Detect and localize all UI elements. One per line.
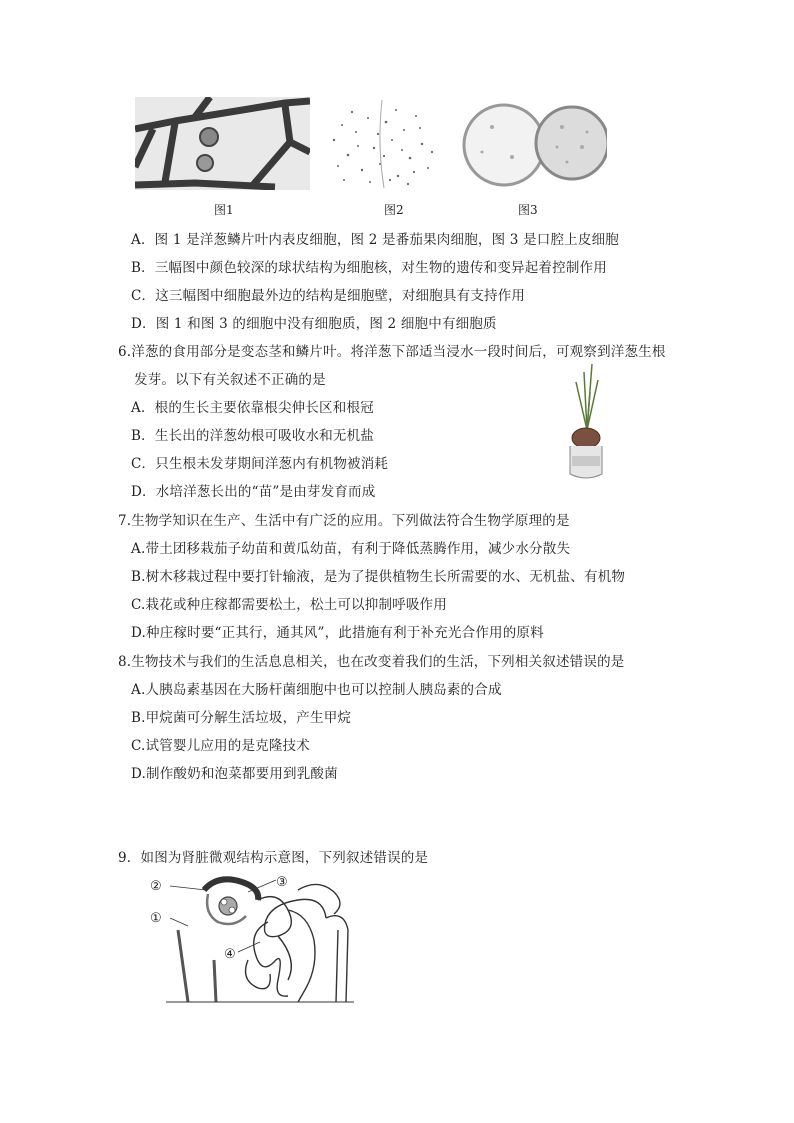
onion-jar-illustration [562,362,612,482]
q7-option-c: C.栽花或种庄稼都需要松土，松土可以抑制呼吸作用 [131,597,447,613]
label-2: ② [150,879,162,894]
figure-2-caption: 图2 [384,203,404,217]
q6-stem-line1: 6.洋葱的食用部分是变态茎和鳞片叶。将洋葱下部适当浸水一段时间后，可观察到洋葱生根 [118,344,666,360]
figure-1-onion-cells [135,97,310,190]
nephron-diagram [148,870,360,1005]
q8-option-c: C.试管婴儿应用的是克隆技术 [131,738,310,754]
q8-option-d: D.制作酸奶和泡菜都要用到乳酸菌 [131,766,338,782]
q8-option-a: A.人胰岛素基因在大肠杆菌细胞中也可以控制人胰岛素的合成 [131,682,502,698]
figure-3-oral-cells [462,97,607,190]
q7-option-d: D.种庄稼时要“正其行，通其风”，此措施有利于补充光合作用的原料 [131,625,544,641]
figure-3-caption: 图3 [518,203,538,217]
q8-stem: 8.生物技术与我们的生活息息相关，也在改变着我们的生活，下列相关叙述错误的是 [118,654,625,670]
q9-stem: 9．如图为肾脏微观结构示意图，下列叙述错误的是 [118,850,429,866]
label-1: ① [150,911,162,926]
q7-option-a: A.带土团移栽茄子幼苗和黄瓜幼苗，有利于降低蒸腾作用，减少水分散失 [131,541,571,557]
figure-1-caption: 图1 [214,203,234,217]
label-4: ④ [224,947,236,962]
q5-option-a: A．图 1 是洋葱鳞片叶内表皮细胞，图 2 是番茄果肉细胞，图 3 是口腔上皮细胞 [131,232,619,248]
q6-option-b: B．生长出的洋葱幼根可吸收水和无机盐 [131,428,375,444]
q6-stem-line2: 发芽。以下有关叙述不正确的是 [134,372,326,388]
q6-option-c: C．只生根未发芽期间洋葱内有机物被消耗 [131,456,389,472]
q7-option-b: B.树木移栽过程中要打针输液，是为了提供植物生长所需要的水、无机盐、有机物 [131,569,626,585]
label-3: ③ [276,875,288,890]
q8-option-b: B.甲烷菌可分解生活垃圾，产生甲烷 [131,710,352,726]
q5-option-c: C．这三幅图中细胞最外边的结构是细胞壁，对细胞具有支持作用 [131,288,526,304]
q5-option-d: D．图 1 和图 3 的细胞中没有细胞质，图 2 细胞中有细胞质 [131,316,497,332]
q7-stem: 7.生物学知识在生产、生活中有广泛的应用。下列做法符合生物学原理的是 [118,513,570,529]
q5-option-b: B．三幅图中颜色较深的球状结构为细胞核，对生物的遗传和变异起着控制作用 [131,260,607,276]
figure-2-tomato-cells [322,100,440,188]
q6-option-d: D．水培洋葱长出的“苗”是由芽发育而成 [131,484,376,500]
q6-option-a: A．根的生长主要依靠根尖伸长区和根冠 [131,400,374,416]
